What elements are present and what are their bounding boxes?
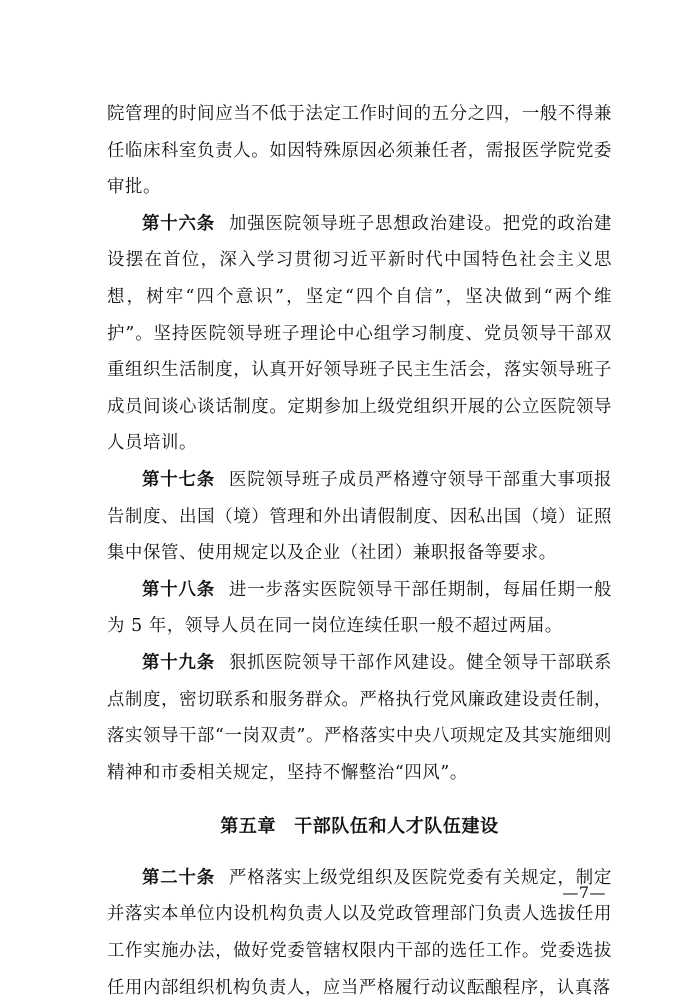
- article-number: 第十八条: [142, 579, 215, 600]
- page-number: —7—: [562, 883, 606, 902]
- article-text: 严格落实上级党组织及医院党委有关规定，制定并落实本单位内设机构负责人以及党政管理部门负责人选拔任用工作实施办法，做好党委管辖权限内干部的选任工作。党委选拔任用内部组织机构负责人，应当严格履行动议酝酿程序，认真落: [107, 867, 612, 998]
- article-19: [107, 645, 612, 791]
- article-18: [107, 572, 612, 645]
- article-16: [107, 206, 612, 462]
- chapter-title: 干部队伍和人才队伍建设: [294, 816, 499, 838]
- chapter-heading: [107, 791, 612, 860]
- intro-paragraph: 院管理的时间应当不低于法定工作时间的五分之四，一般不得兼任临床科室负责人。如因特殊原因必须兼任者，需报医学院党委审批。: [107, 104, 612, 198]
- article-number: 第十六条: [142, 213, 215, 234]
- article-number: 第二十条: [142, 867, 215, 888]
- article-text: 狠抓医院领导干部作风建设。健全领导干部联系点制度，密切联系和服务群众。严格执行党风廉政建设责任制，落实领导干部“一岗双责”。严格落实中央八项规定及其实施细则精神和市委相关规定，坚持不懈整治“四风”。: [107, 652, 612, 783]
- article-17: [107, 462, 612, 572]
- article-number: 第十七条: [142, 469, 215, 490]
- document-body: [107, 96, 612, 1006]
- article-20: [107, 860, 612, 1006]
- article-text: 进一步落实医院领导干部任期制，每届任期一般为 5 年，领导人员在同一岗位连续任职一般不超过两届。: [107, 579, 612, 637]
- article-text: 医院领导班子成员严格遵守领导干部重大事项报告制度、出国（境）管理和外出请假制度、因私出国（境）证照集中保管、使用规定以及企业（社团）兼职报备等要求。: [107, 469, 612, 564]
- chapter-number: 第五章: [220, 816, 277, 838]
- article-number: 第十九条: [142, 652, 215, 673]
- article-text: 加强医院领导班子思想政治建设。把党的政治建设摆在首位，深入学习贯彻习近平新时代中国特色社会主义思想，树牢“四个意识”，坚定“四个自信”，坚决做到“两个维护”。坚持医院领导班子理论中心组学习制度、党员领导干部双重组织生活制度，认真开好领导班子民主生活会，落实领导班子成员间谈心谈话制度。定期参加上级党组织开展的公立医院领导人员培训。: [107, 213, 612, 454]
